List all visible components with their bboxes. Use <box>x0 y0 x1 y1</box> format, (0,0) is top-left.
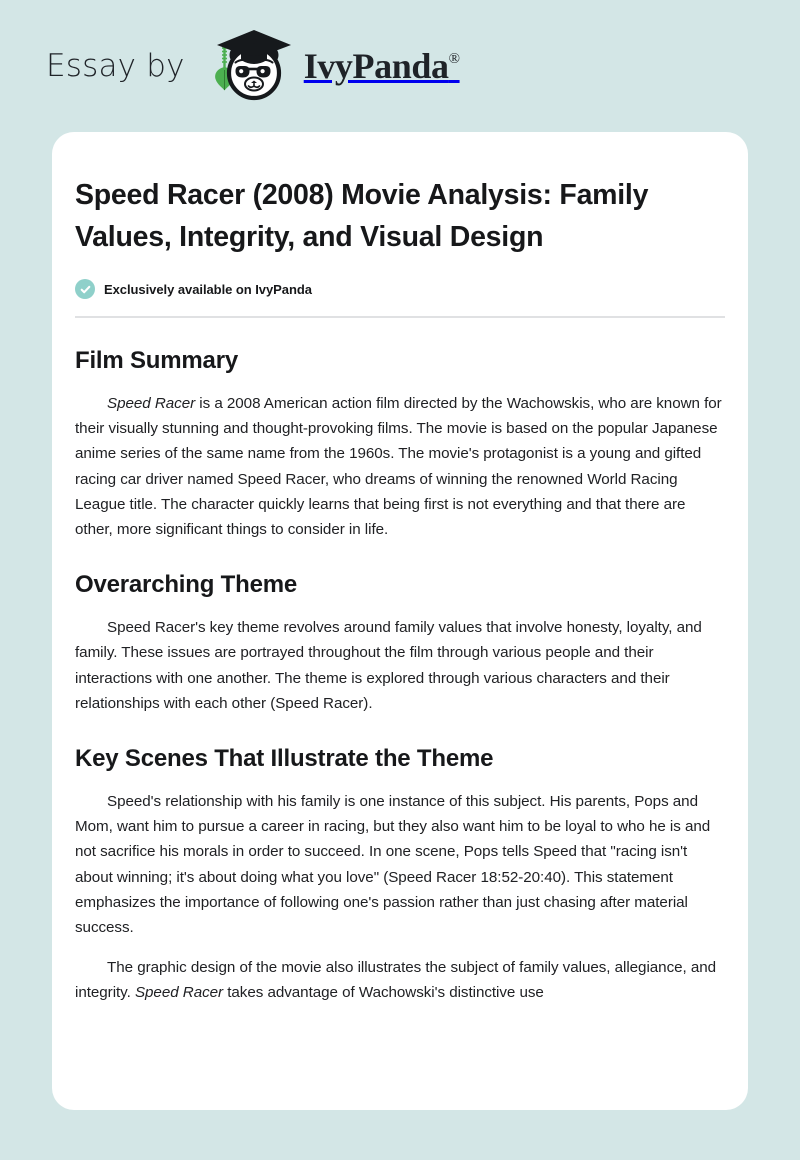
title-divider <box>75 316 725 318</box>
essay-by-label: Essay by <box>46 47 185 84</box>
brand-header <box>0 0 800 132</box>
essay-card <box>52 132 748 1110</box>
check-circle-icon <box>75 279 95 299</box>
text-run: is a 2008 American action film directed by the Wachowskis, who are known for their visually stunning and thought-provoking films. The movie is based on the popular Japanese anime series of the same name from the 1960s. The movie's protagonist is a young and gifted racing car driver named Speed Racer, who dreams of winning the renowned World Racing League title. The character quickly learns that being first is not everything and that there are other, more significant things to consider in life. <box>75 395 722 539</box>
italic-run: Speed Racer <box>134 984 224 1002</box>
page-title: Speed Racer (2008) Movie Analysis: Family Values, Integrity, and Visual Design <box>75 179 649 253</box>
text-run: Speed's relationship with his family is one instance of this subject. His parents, Pops and Mom, want him to pursue a career in racing, but they also want him to be loyal to who he is and not sacrifice his morals in order to succeed. In one scene, Pops tells Speed that "racing isn't about winning; it's about doing what you love" (Speed Racer 18:52-20:40). This statement emphasizes the importance of following one's passion rather than just chasing after material success. <box>75 793 711 937</box>
section-heading: Overarching Theme <box>75 571 298 599</box>
section-heading: Key Scenes That Illustrate the Theme <box>75 745 494 773</box>
exclusive-availability-label: Exclusively available on IvyPanda <box>104 281 312 297</box>
text-run: takes advantage of Wachowski's distinctive use <box>223 984 544 1002</box>
body-paragraph <box>75 615 725 716</box>
registered-trademark-symbol: ® <box>448 51 460 67</box>
ivypanda-panda-graduate-logo-icon <box>203 28 295 104</box>
ivypanda-wordmark <box>304 48 460 84</box>
italic-run: Speed Racer <box>107 395 196 412</box>
section-heading: Film Summary <box>75 347 238 374</box>
text-run: The graphic design of the movie also illustrates the subject of family values, allegiance, and integrity. <box>75 959 717 1002</box>
text-run: Speed Racer's key theme revolves around family values that involve honesty, loyalty, and family. These issues are portrayed throughout the film through various people and their interactions with one another. The theme is explored through various characters and their relationships with each other (Speed Racer). <box>75 619 702 712</box>
body-paragraph <box>75 789 725 940</box>
ivypanda-logo-link[interactable] <box>203 28 460 104</box>
brand-name-text: IvyPanda <box>303 46 449 86</box>
body-paragraph <box>75 391 725 542</box>
body-paragraph <box>75 955 725 1005</box>
status-badge <box>75 279 725 299</box>
article-body <box>75 346 725 1006</box>
